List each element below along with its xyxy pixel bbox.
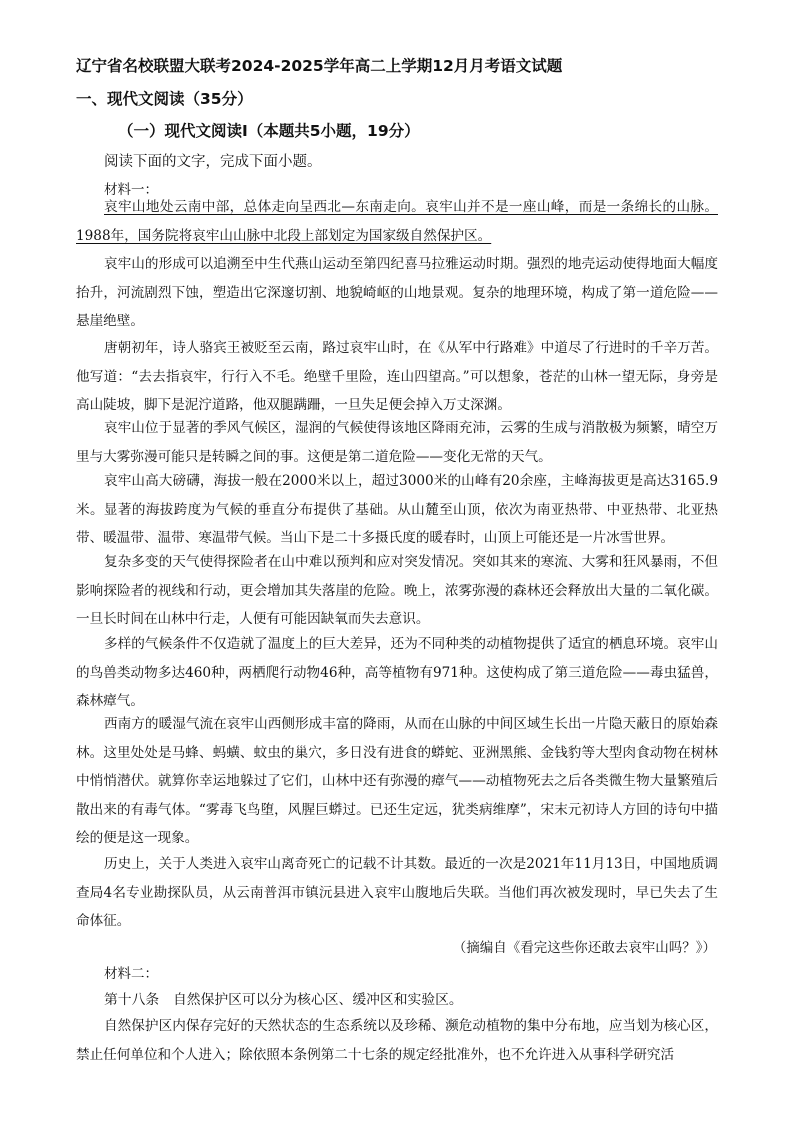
article-18: 第十八条 自然保护区可以分为核心区、缓冲区和实验区。 [104, 992, 463, 1008]
exam-title: 辽宁省名校联盟大联考2024-2025学年高二上学期12月月考语文试题 [76, 57, 563, 75]
material-1-paragraph: 哀牢山的形成可以追溯至中生代燕山运动至第四纪喜马拉雅运动时期。强烈的地壳运动使得地面大幅度抬升，河流剧烈下蚀，塑造出它深邃切割、地貌崎岖的山地景观。复杂的地理环境，构成了第一道危险——悬崖绝壁。 [76, 256, 718, 329]
reading-instruction: 阅读下面的文字，完成下面小题。 [104, 154, 322, 170]
material-1-paragraph: 历史上，关于人类进入哀牢山离奇死亡的记载不计其数。最近的一次是2021年11月13日，中国地质调查局4名专业勘探队员，从云南普洱市镇沅县进入哀牢山腹地后失联。当他们再次被发现时，早已失去了生命体征。 [76, 856, 718, 929]
material-1-source: （摘编自《看完这些你还敢去哀牢山吗？》） [452, 940, 716, 956]
material-2-paragraph: 自然保护区内保存完好的天然状态的生态系统以及珍稀、濒危动植物的集中分布地，应当划为核心区，禁止任何单位和个人进入；除依照本条例第二十七条的规定经批准外，也不允许进入从事科学研究活 [76, 1018, 718, 1063]
material-1-paragraph [76, 193, 718, 250]
material-1-paragraph: 哀牢山高大磅礴，海拔一般在2000米以上，超过3000米的山峰有20余座，主峰海拔更是高达3165.9米。显著的海拔跨度为气候的垂直分布提供了基础。从山麓至山顶，依次为南亚热带、中亚热带、北亚热带、暖温带、温带、寒温带气候。当山下是二十多摄氏度的暖春时，山顶上可能还是一片冰雪世界。 [76, 473, 718, 546]
subsection-heading: （一）现代文阅读Ⅰ（本题共5小题，19分） [118, 122, 420, 140]
material-1-paragraph: 复杂多变的天气使得探险者在山中难以预判和应对突发情况。突如其来的寒流、大雾和狂风暴雨，不但影响探险者的视线和行动，更会增加其失落崖的危险。晚上，浓雾弥漫的森林还会释放出大量的二氧化碳。一旦长时间在山林中行走，人便有可能因缺氧而失去意识。 [76, 554, 718, 627]
material-1-paragraph: 多样的气候条件不仅造就了温度上的巨大差异，还为不同种类的动植物提供了适宜的栖息环境。哀牢山的鸟兽类动物多达460种，两栖爬行动物46种，高等植物有971种。这使构成了第三道危险——毒虫猛兽，森林瘴气。 [76, 636, 718, 709]
material-1-label: 材料一： [104, 182, 158, 198]
material-2-label: 材料二： [104, 966, 158, 982]
section-heading: 一、现代文阅读（35分） [76, 90, 253, 108]
material-1-paragraph: 哀牢山位于显著的季风气候区，湿润的气候使得该地区降雨充沛，云雾的生成与消散极为频繁，晴空万里与大雾弥漫可能只是转瞬之间的事。这便是第二道危险——变化无常的天气。 [76, 420, 718, 465]
underlined-sentence: 哀牢山地处云南中部，总体走向呈西北—东南走向。哀牢山并不是一座山峰，而是一条绵长的山脉。1988年，国务院将哀牢山山脉中北段上部划定为国家级自然保护区。 [76, 199, 718, 244]
material-1-paragraph: 西南方的暖湿气流在哀牢山西侧形成丰富的降雨，从而在山脉的中间区域生长出一片隐天蔽日的原始森林。这里处处是马蜂、蚂蟥、蚊虫的巢穴，多日没有进食的蟒蛇、亚洲黑熊、金钱豹等大型肉食动物在树林中悄悄潜伏。就算你幸运地躲过了它们，山林中还有弥漫的瘴气——动植物死去之后各类微生物大量繁殖后散出来的有毒气体。“雾毒飞鸟堕，风腥巨蟒过。已还生定远，犹类病维摩”，宋末元初诗人方回的诗句中描绘的便是这一现象。 [76, 716, 718, 846]
material-1-paragraph: 唐朝初年，诗人骆宾王被贬至云南，路过哀牢山时，在《从军中行路难》中道尽了行进时的千辛万苦。他写道：“去去指哀牢，行行入不毛。绝壁千里险，连山四望高。”可以想象，苍茫的山林一望无际，身旁是高山陡坡，脚下是泥泞道路，他双腿蹒跚，一旦失足便会掉入万丈深渊。 [76, 340, 718, 413]
